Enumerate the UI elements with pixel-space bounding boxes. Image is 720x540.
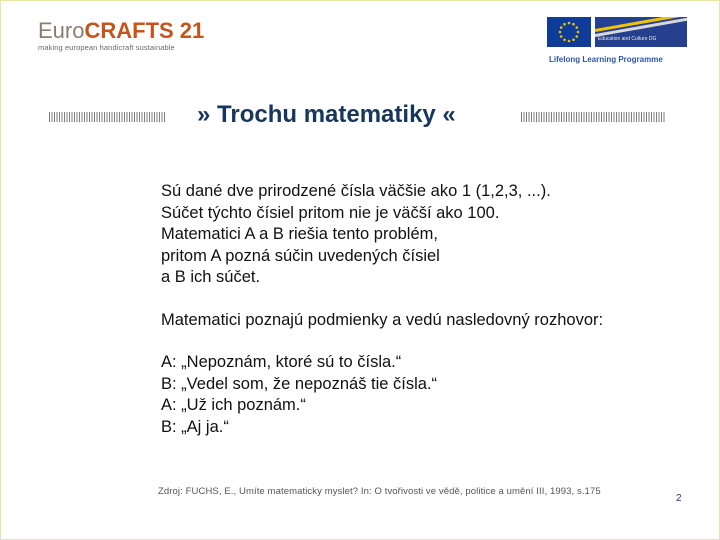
paragraph-intro: [161, 310, 603, 332]
slide-title: » Trochu matematiky «: [197, 101, 456, 128]
logo-euro: Euro: [38, 18, 85, 43]
paragraph-problem: [161, 181, 603, 289]
text-line: Matematici poznajú podmienky a vedú nasledovný rozhovor:: [161, 310, 604, 329]
education-culture-banner: [595, 17, 687, 47]
education-culture-text: Education and Culture DG: [598, 36, 657, 42]
eu-flag-icon: [547, 17, 591, 47]
eu-star: [575, 26, 578, 29]
dialogue-line: B: „Vedel som, že nepoznáš tie čísla.“: [161, 374, 438, 393]
title-decoration-right: [521, 112, 666, 122]
eu-star: [563, 38, 566, 41]
eurocrafts-logo: [38, 19, 204, 52]
text-line: a B ich súčet.: [161, 268, 261, 286]
paragraph-dialogue: [161, 352, 603, 438]
logo-tagline: making european handicraft sustainable: [38, 43, 175, 52]
lifelong-learning-text: Lifelong Learning Programme: [549, 55, 663, 64]
source-citation: Zdroj: FUCHS, E., Umíte matematicky myslet? In: O tvořivosti ve vědě, politice a umění III, 1993, s.175: [158, 486, 601, 497]
eu-star: [559, 31, 562, 34]
slide-body: [161, 181, 603, 438]
text-line: pritom A pozná súčin uvedených čísiel: [161, 246, 440, 265]
eu-star: [568, 22, 571, 25]
dialogue-line: A: „Už ich poznám.“: [161, 396, 306, 414]
logo-wordmark: [38, 19, 204, 43]
text-line: Matematici A a B riešia tento problém,: [161, 225, 438, 243]
eu-star: [572, 38, 575, 41]
dialogue-line: B: „Aj ja.“: [161, 417, 229, 436]
eu-star: [572, 23, 575, 26]
eu-star: [575, 35, 578, 38]
dialogue-line: A: „Nepoznám, ktoré sú to čísla.“: [161, 353, 402, 371]
eu-star: [568, 40, 571, 43]
logo-crafts: CRAFTS 21: [84, 18, 205, 43]
eu-star: [560, 35, 563, 38]
text-line: Sú dané dve prirodzené čísla väčšie ako 1 (1,2,3, ...).: [161, 182, 551, 200]
page-number: 2: [676, 493, 682, 504]
title-decoration-left: [49, 112, 166, 122]
eu-star: [563, 23, 566, 26]
eu-star: [560, 26, 563, 29]
title-row: [49, 96, 669, 132]
eu-star: [577, 31, 580, 34]
eu-programme-logo: [547, 17, 687, 67]
text-line: Súčet týchto čísiel pritom nie je väčší ako 100.: [161, 203, 500, 222]
